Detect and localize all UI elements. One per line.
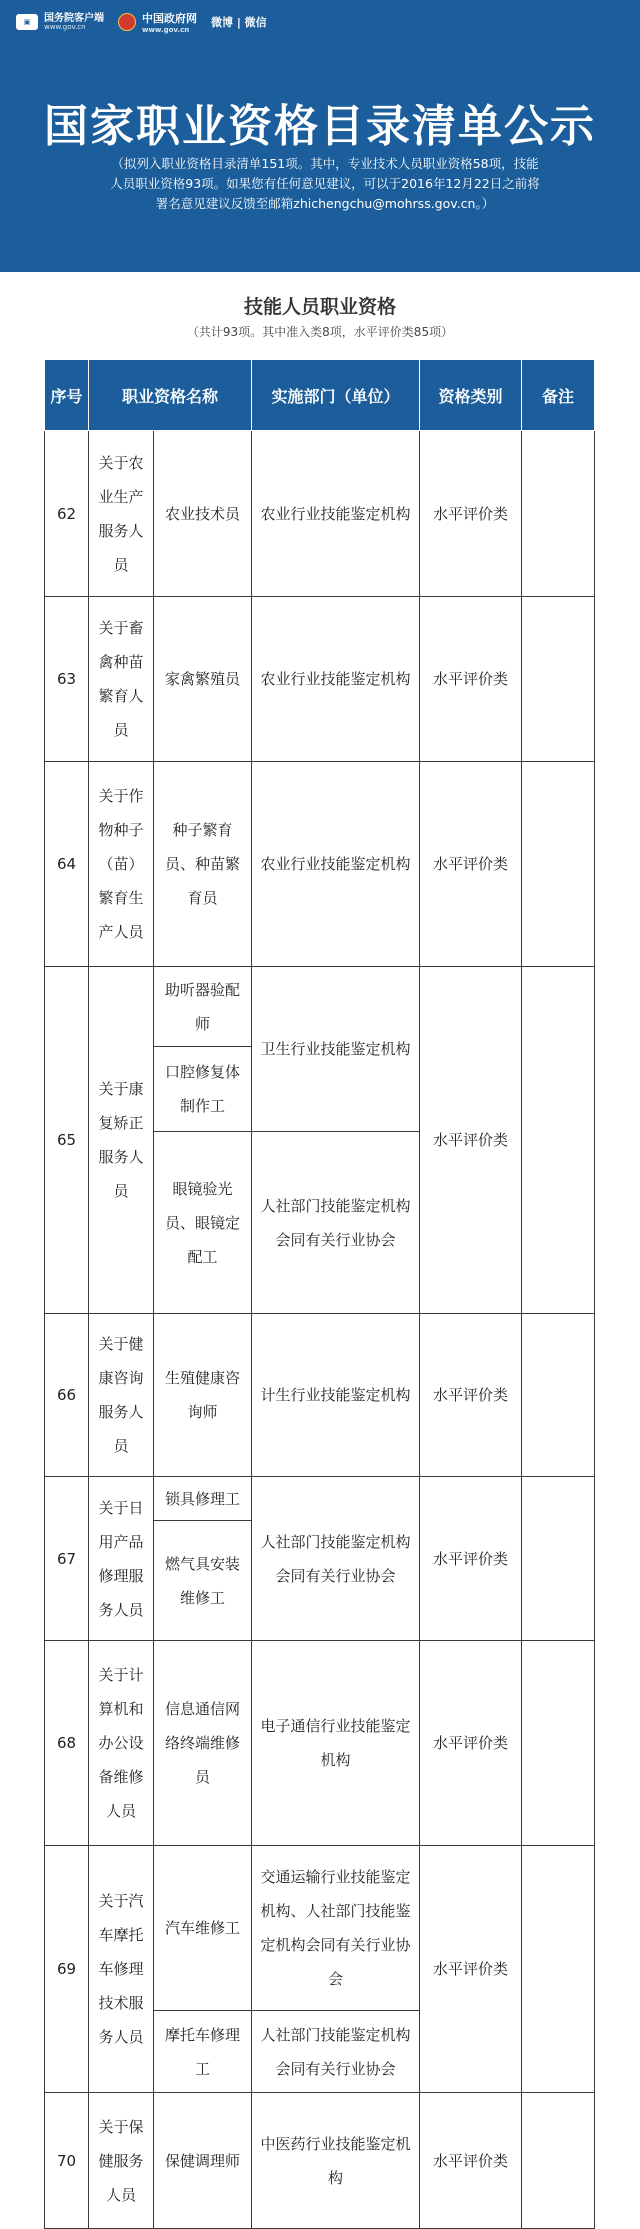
table-header-row	[45, 360, 595, 431]
row-class: 水平评价类	[420, 431, 522, 597]
row-qualification: 信息通信网络终端维修员	[154, 1641, 252, 1846]
row-dept: 交通运输行业技能鉴定机构、人社部门技能鉴定机构会同有关行业协会	[252, 1846, 420, 2011]
row-num: 66	[45, 1314, 89, 1477]
row-num: 64	[45, 762, 89, 967]
row-note	[522, 597, 595, 762]
row-category: 关于汽车摩托车修理技术服务人员	[89, 1846, 154, 2093]
table-row	[45, 597, 595, 762]
row-dept: 农业行业技能鉴定机构	[252, 762, 420, 967]
row-dept: 人社部门技能鉴定机构会同有关行业协会	[252, 1477, 420, 1641]
row-note	[522, 967, 595, 1314]
header-num: 序号	[45, 360, 89, 431]
table-row	[45, 1314, 595, 1477]
state-council-app-logo[interactable]	[16, 14, 104, 31]
row-num: 63	[45, 597, 89, 762]
row-qualification: 保健调理师	[154, 2093, 252, 2229]
top-bar	[16, 10, 267, 34]
row-num: 69	[45, 1846, 89, 2093]
row-dept: 农业行业技能鉴定机构	[252, 431, 420, 597]
row-category: 关于日用产品修理服务人员	[89, 1477, 154, 1641]
row-dept: 中医药行业技能鉴定机构	[252, 2093, 420, 2229]
row-qualification: 家禽繁殖员	[154, 597, 252, 762]
row-qualification: 眼镜验光员、眼镜定配工	[154, 1132, 252, 1314]
table-row	[45, 1477, 595, 1521]
logo2-main: 中国政府网	[142, 12, 197, 25]
logo2-sub: www.gov.cn	[142, 26, 190, 34]
national-emblem-icon	[118, 13, 136, 31]
row-category: 关于畜禽种苗繁育人员	[89, 597, 154, 762]
row-dept: 人社部门技能鉴定机构会同有关行业协会	[252, 2011, 420, 2093]
row-qualification: 锁具修理工	[154, 1477, 252, 1521]
row-category: 关于健康咨询服务人员	[89, 1314, 154, 1477]
table-row	[45, 1846, 595, 2011]
gov-site-logo[interactable]	[118, 10, 197, 34]
row-dept: 计生行业技能鉴定机构	[252, 1314, 420, 1477]
row-class: 水平评价类	[420, 762, 522, 967]
row-category: 关于农业生产服务人员	[89, 431, 154, 597]
logo1-main: 国务院客户端	[44, 12, 104, 24]
row-class: 水平评价类	[420, 2093, 522, 2229]
row-num: 70	[45, 2093, 89, 2229]
header-dept: 实施部门（单位）	[252, 360, 420, 431]
row-note	[522, 2093, 595, 2229]
qualification-table	[44, 359, 595, 2229]
row-num: 68	[45, 1641, 89, 1846]
row-qualification: 汽车维修工	[154, 1846, 252, 2011]
header-class: 资格类别	[420, 360, 522, 431]
row-class: 水平评价类	[420, 1477, 522, 1641]
row-class: 水平评价类	[420, 1314, 522, 1477]
row-note	[522, 1846, 595, 2093]
row-note	[522, 431, 595, 597]
table-row	[45, 967, 595, 1047]
app-logo-icon: ▣	[16, 14, 38, 30]
row-note	[522, 762, 595, 967]
row-num: 65	[45, 967, 89, 1314]
page-title: 国家职业资格目录清单公示	[44, 101, 596, 152]
table-row	[45, 762, 595, 967]
row-qualification: 摩托车修理工	[154, 2011, 252, 2093]
row-qualification: 种子繁育员、种苗繁育员	[154, 762, 252, 967]
row-qualification: 生殖健康咨询师	[154, 1314, 252, 1477]
row-note	[522, 1314, 595, 1477]
row-num: 67	[45, 1477, 89, 1641]
row-qualification: 燃气具安装维修工	[154, 1521, 252, 1641]
row-class: 水平评价类	[420, 967, 522, 1314]
section-title: 技能人员职业资格	[243, 296, 396, 318]
table-row	[45, 1641, 595, 1846]
row-note	[522, 1641, 595, 1846]
row-qualification: 助听器验配师	[154, 967, 252, 1047]
row-class: 水平评价类	[420, 1846, 522, 2093]
row-qualification: 农业技术员	[154, 431, 252, 597]
row-dept: 农业行业技能鉴定机构	[252, 597, 420, 762]
table-row	[45, 431, 595, 597]
table-row	[45, 2093, 595, 2229]
header-name: 职业资格名称	[89, 360, 252, 431]
row-class: 水平评价类	[420, 597, 522, 762]
row-dept: 卫生行业技能鉴定机构	[252, 967, 420, 1132]
header-note: 备注	[522, 360, 595, 431]
row-qualification: 口腔修复体制作工	[154, 1047, 252, 1132]
intro-text: （拟列入职业资格目录清单151项。其中，专业技术人员职业资格58项，技能人员职业资格93项。如果您有任何意见建议，可以于2016年12月22日之前将署名意见建议反馈至邮箱zhichengchu@mohrss.gov.cn。）	[110, 156, 540, 211]
social-links[interactable]: 微博 | 微信	[211, 16, 267, 29]
row-note	[522, 1477, 595, 1641]
row-category: 关于保健服务人员	[89, 2093, 154, 2229]
row-category: 关于计算机和办公设备维修人员	[89, 1641, 154, 1846]
row-dept: 电子通信行业技能鉴定机构	[252, 1641, 420, 1846]
section-subtitle: （共计93项。其中准入类8项，水平评价类85项）	[186, 325, 454, 339]
row-num: 62	[45, 431, 89, 597]
logo1-sub: www.gov.cn	[44, 22, 86, 31]
row-dept: 人社部门技能鉴定机构会同有关行业协会	[252, 1132, 420, 1314]
row-category: 关于作物种子（苗）繁育生产人员	[89, 762, 154, 967]
row-class: 水平评价类	[420, 1641, 522, 1846]
header-banner	[0, 0, 640, 272]
row-category: 关于康复矫正服务人员	[89, 967, 154, 1314]
